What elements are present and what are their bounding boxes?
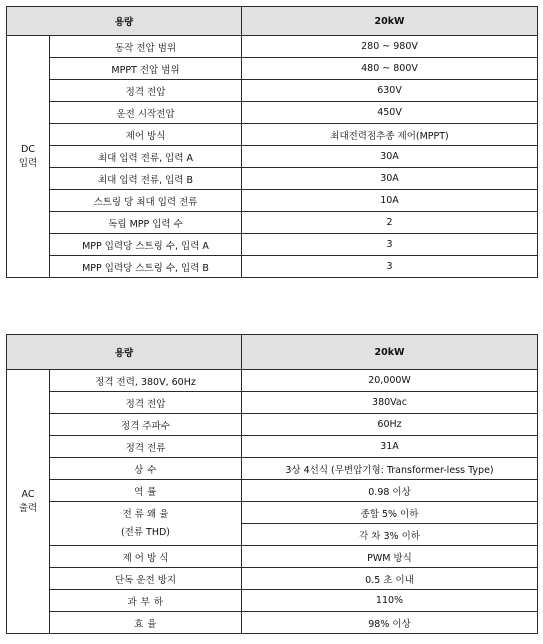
dc-header-item: 용량 xyxy=(7,7,242,36)
row-value: 110% xyxy=(242,590,538,612)
row-label: 최대 입력 전류, 입력 A xyxy=(50,146,242,168)
row-label: 상 수 xyxy=(50,458,242,480)
table-row xyxy=(7,212,538,234)
row-label: 단독 운전 방지 xyxy=(50,568,242,590)
row-value: 3상 4선식 (무변압기형: Transformer-less Type) xyxy=(242,458,538,480)
dc-group-line2: 입력 xyxy=(18,157,38,169)
table-row xyxy=(7,458,538,480)
row-label: 정격 전류 xyxy=(50,436,242,458)
row-value: 20,000W xyxy=(242,370,538,392)
table-row xyxy=(7,436,538,458)
table-row xyxy=(7,370,538,392)
row-value: 31A xyxy=(242,436,538,458)
row-label: 독립 MPP 입력 수 xyxy=(50,212,242,234)
row-value: 3 xyxy=(242,256,538,278)
table-row xyxy=(7,612,538,634)
row-value: 98% 이상 xyxy=(242,612,538,634)
table-row xyxy=(7,234,538,256)
row-label: 정격 주파수 xyxy=(50,414,242,436)
table-row xyxy=(7,190,538,212)
table-row xyxy=(7,502,538,524)
thd-label-line2: (전류 THD) xyxy=(120,526,171,538)
table-row xyxy=(7,36,538,58)
row-value: PWM 방식 xyxy=(242,546,538,568)
row-value: 450V xyxy=(242,102,538,124)
ac-header-value: 20kW xyxy=(242,335,538,370)
row-value: 30A xyxy=(242,168,538,190)
table-row xyxy=(7,480,538,502)
row-value: 380Vac xyxy=(242,392,538,414)
row-value: 2 xyxy=(242,212,538,234)
row-label: 정격 전압 xyxy=(50,80,242,102)
row-value: 최대전력점추종 제어(MPPT) xyxy=(242,124,538,146)
table-row xyxy=(7,146,538,168)
row-label: 운전 시작전압 xyxy=(50,102,242,124)
ac-group-label xyxy=(7,370,50,634)
row-label: 정격 전력, 380V, 60Hz xyxy=(50,370,242,392)
thd-value-total: 종합 5% 이하 xyxy=(242,502,538,524)
thd-label-line1: 전 류 왜 율 xyxy=(122,508,169,520)
ac-table-header-row xyxy=(7,335,538,370)
row-label: 동작 전압 범위 xyxy=(50,36,242,58)
row-label: 스트링 당 최대 입력 전류 xyxy=(50,190,242,212)
row-value: 60Hz xyxy=(242,414,538,436)
row-value: 0.98 이상 xyxy=(242,480,538,502)
row-value: 480 ~ 800V xyxy=(242,58,538,80)
row-value: 0.5 초 이내 xyxy=(242,568,538,590)
dc-input-spec-table xyxy=(6,6,538,278)
row-value: 280 ~ 980V xyxy=(242,36,538,58)
table-row xyxy=(7,80,538,102)
dc-group-line1: DC xyxy=(21,143,35,155)
table-row xyxy=(7,102,538,124)
row-label: 효 율 xyxy=(50,612,242,634)
ac-group-line2: 출력 xyxy=(18,502,38,514)
table-row xyxy=(7,58,538,80)
dc-group-label xyxy=(7,36,50,278)
row-label: 제어 방식 xyxy=(50,124,242,146)
row-label: MPP 입력당 스트링 수, 입력 B xyxy=(50,256,242,278)
row-value: 630V xyxy=(242,80,538,102)
ac-output-spec-table xyxy=(6,334,538,634)
table-row xyxy=(7,546,538,568)
dc-table-header-row xyxy=(7,7,538,36)
row-value: 10A xyxy=(242,190,538,212)
table-row xyxy=(7,256,538,278)
dc-header-value: 20kW xyxy=(242,7,538,36)
row-label: 정격 전압 xyxy=(50,392,242,414)
row-label: 과 부 하 xyxy=(50,590,242,612)
thd-label xyxy=(50,502,242,546)
table-row xyxy=(7,392,538,414)
ac-group-line1: AC xyxy=(21,488,35,500)
row-label: MPPT 전압 범위 xyxy=(50,58,242,80)
table-row xyxy=(7,568,538,590)
thd-value-each: 각 차 3% 이하 xyxy=(242,524,538,546)
row-label: 역 률 xyxy=(50,480,242,502)
row-label: MPP 입력당 스트링 수, 입력 A xyxy=(50,234,242,256)
row-label: 제 어 방 식 xyxy=(50,546,242,568)
table-row xyxy=(7,168,538,190)
ac-header-item: 용량 xyxy=(7,335,242,370)
table-row xyxy=(7,414,538,436)
table-row xyxy=(7,590,538,612)
row-label: 최대 입력 전류, 입력 B xyxy=(50,168,242,190)
row-value: 30A xyxy=(242,146,538,168)
row-value: 3 xyxy=(242,234,538,256)
table-row xyxy=(7,124,538,146)
